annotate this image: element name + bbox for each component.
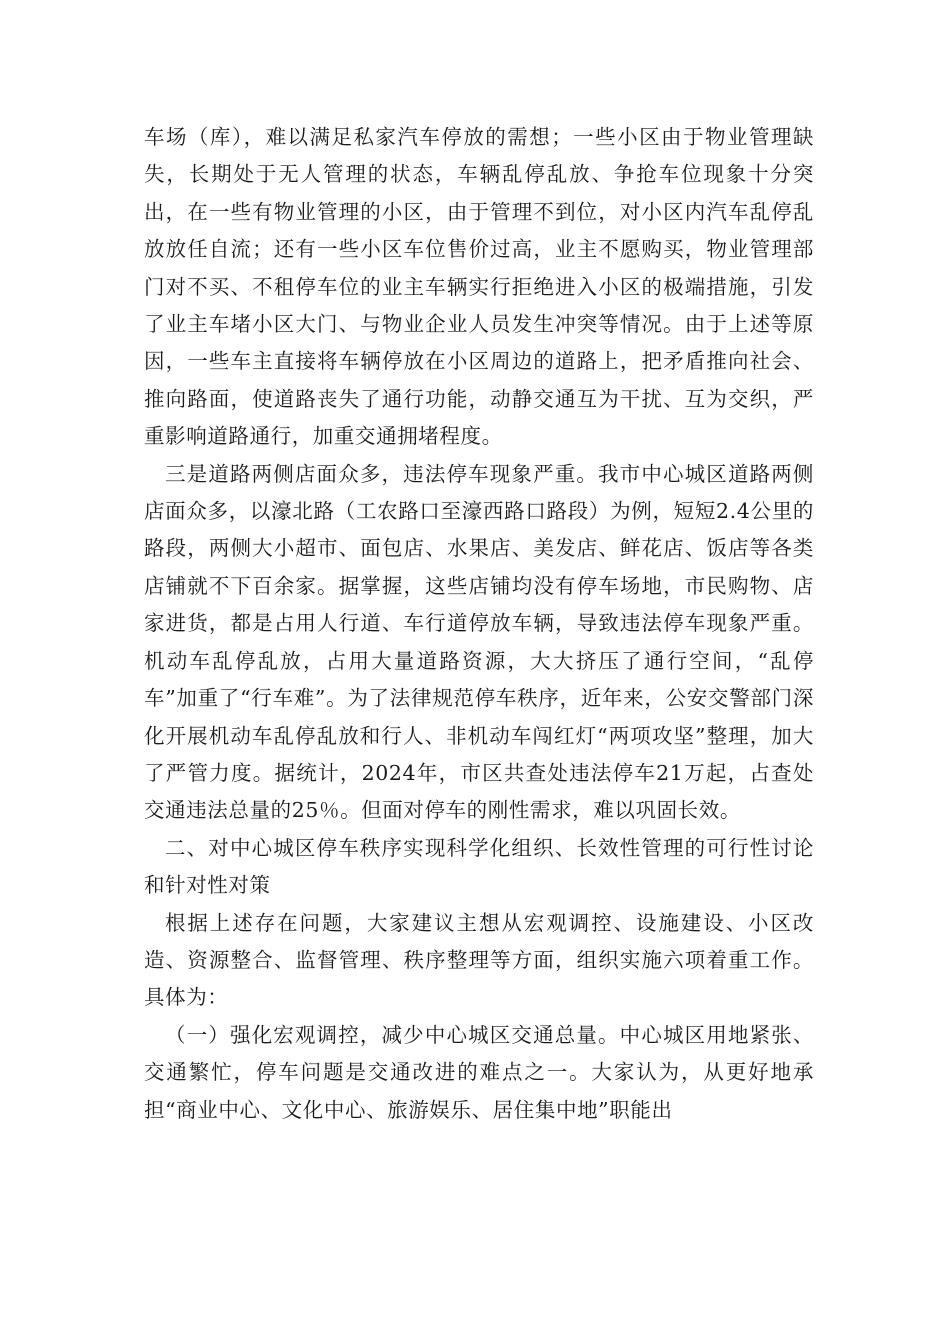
paragraph-residential-parking: 车场（库），难以满足私家汽车停放的需想；一些小区由于物业管理缺失，长期处于无人管理的状态，车辆乱停乱放、争抢车位现象十分突出，在一些有物业管理的小区，由于管理不到位，对小区内汽车乱停乱放放任自流；还有一些小区车位售价过高，业主不愿购买，物业管理部门对不买、不租停车位的业主车辆实行拒绝进入小区的极端措施，引发了业主车堵小区大门、与物业企业人员发生冲突等情况。由于上述等原因，一些车主直接将车辆停放在小区周边的道路上，把矛盾推向社会、推向路面，使道路丧失了通行功能，动静交通互为干扰、互为交织，严重影响道路通行，加重交通拥堵程度。: [144, 125, 814, 449]
paragraph-macro-control: （一）强化宏观调控，减少中心城区交通总量。中心城区用地紧张、交通繁忙，停车问题是交通改进的难点之一。大家认为，从更好地承担“商业中心、文化中心、旅游娱乐、居住集中地”职能出: [144, 1022, 814, 1122]
document-body: [144, 119, 814, 1129]
section-heading-two: 二、对中心城区停车秩序实现科学化组织、长效性管理的可行性讨论和针对性对策: [144, 835, 814, 898]
paragraph-six-tasks: 根据上述存在问题，大家建议主想从宏观调控、设施建设、小区改造、资源整合、监督管理、秩序整理等方面，组织实施六项着重工作。具体为：: [144, 910, 814, 1010]
paragraph-roadside-shops: 三是道路两侧店面众多，违法停车现象严重。我市中心城区道路两侧店面众多，以濠北路（工农路口至濠西路口路段）为例，短短2.4公里的路段，两侧大小超市、面包店、水果店、美发店、鲜花店、饭店等各类店铺就不下百余家。据掌握，这些店铺均没有停车场地，市民购物、店家进货，都是占用人行道、车行道停放车辆，导致违法停车现象严重。机动车乱停乱放，占用大量道路资源，大大挤压了通行空间，“乱停车”加重了“行车难”。为了法律规范停车秩序，近年来，公安交警部门深化开展机动车乱停乱放和行人、非机动车闯红灯“两项攻坚”整理，加大了严管力度。据统计，2024年，市区共查处违法停车21万起，占查处交通违法总量的25％。但面对停车的刚性需求，难以巩固长效。: [144, 461, 814, 823]
